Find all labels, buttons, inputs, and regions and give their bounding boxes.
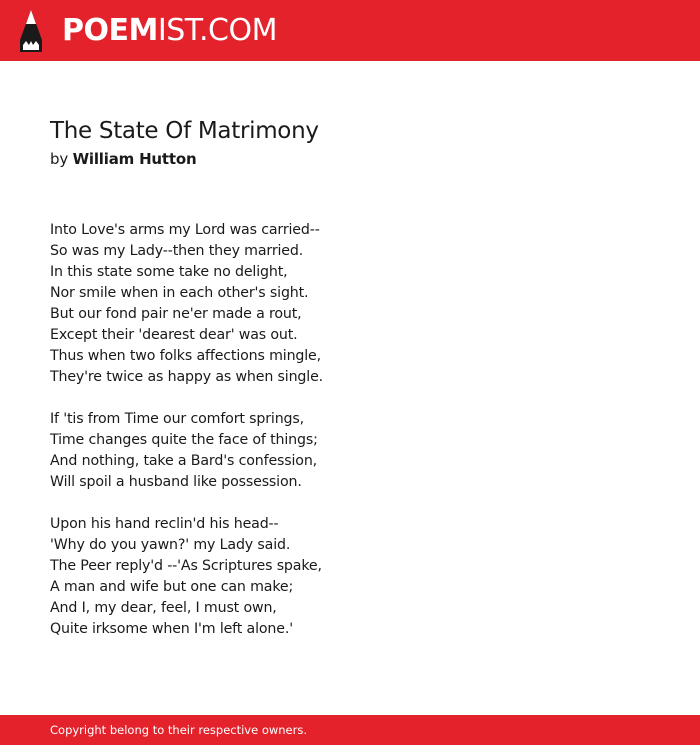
poem-line: And nothing, take a Bard's confession, bbox=[50, 453, 318, 469]
poem-line: And I, my dear, feel, I must own, bbox=[50, 600, 277, 616]
site-header bbox=[0, 0, 700, 61]
poem-author[interactable]: William Hutton bbox=[72, 150, 197, 168]
poem-line: They're twice as happy as when single. bbox=[50, 369, 324, 385]
pencil-icon[interactable] bbox=[18, 10, 44, 52]
poem-line: A man and wife but one can make; bbox=[50, 579, 294, 595]
poem-line: 'Why do you yawn?' my Lady said. bbox=[50, 537, 291, 553]
site-footer bbox=[0, 715, 700, 745]
by-label: by bbox=[50, 150, 68, 168]
poem-line: But our fond pair ne'er made a rout, bbox=[50, 306, 302, 322]
poem-line: If 'tis from Time our comfort springs, bbox=[50, 411, 305, 427]
poem-line: Except their 'dearest dear' was out. bbox=[50, 327, 298, 343]
poem-content bbox=[50, 114, 650, 661]
poem-line: Quite irksome when I'm left alone.' bbox=[50, 621, 293, 637]
poem-line: So was my Lady--then they married. bbox=[50, 243, 304, 259]
stanza-1 bbox=[50, 220, 650, 388]
poem-line: Nor smile when in each other's sight. bbox=[50, 285, 309, 301]
poem-body bbox=[50, 220, 650, 640]
copyright-text: Copyright belong to their respective owners. bbox=[50, 723, 308, 737]
poem-line: In this state some take no delight, bbox=[50, 264, 288, 280]
stanza-2 bbox=[50, 409, 650, 493]
poem-title: The State Of Matrimony bbox=[50, 118, 319, 144]
stanza-3 bbox=[50, 514, 650, 640]
poem-line: Upon his hand reclin'd his head-- bbox=[50, 516, 279, 532]
poem-line: Will spoil a husband like possession. bbox=[50, 474, 302, 490]
poem-line: Thus when two folks affections mingle, bbox=[50, 348, 321, 364]
poem-byline bbox=[50, 148, 650, 170]
site-logo-text[interactable] bbox=[62, 13, 277, 49]
poem-line: Time changes quite the face of things; bbox=[50, 432, 318, 448]
poem-line: The Peer reply'd --'As Scriptures spake, bbox=[50, 558, 322, 574]
poem-line: Into Love's arms my Lord was carried-- bbox=[50, 222, 320, 238]
brand-bold: POEM bbox=[62, 13, 158, 48]
brand-light: IST.COM bbox=[157, 13, 277, 48]
